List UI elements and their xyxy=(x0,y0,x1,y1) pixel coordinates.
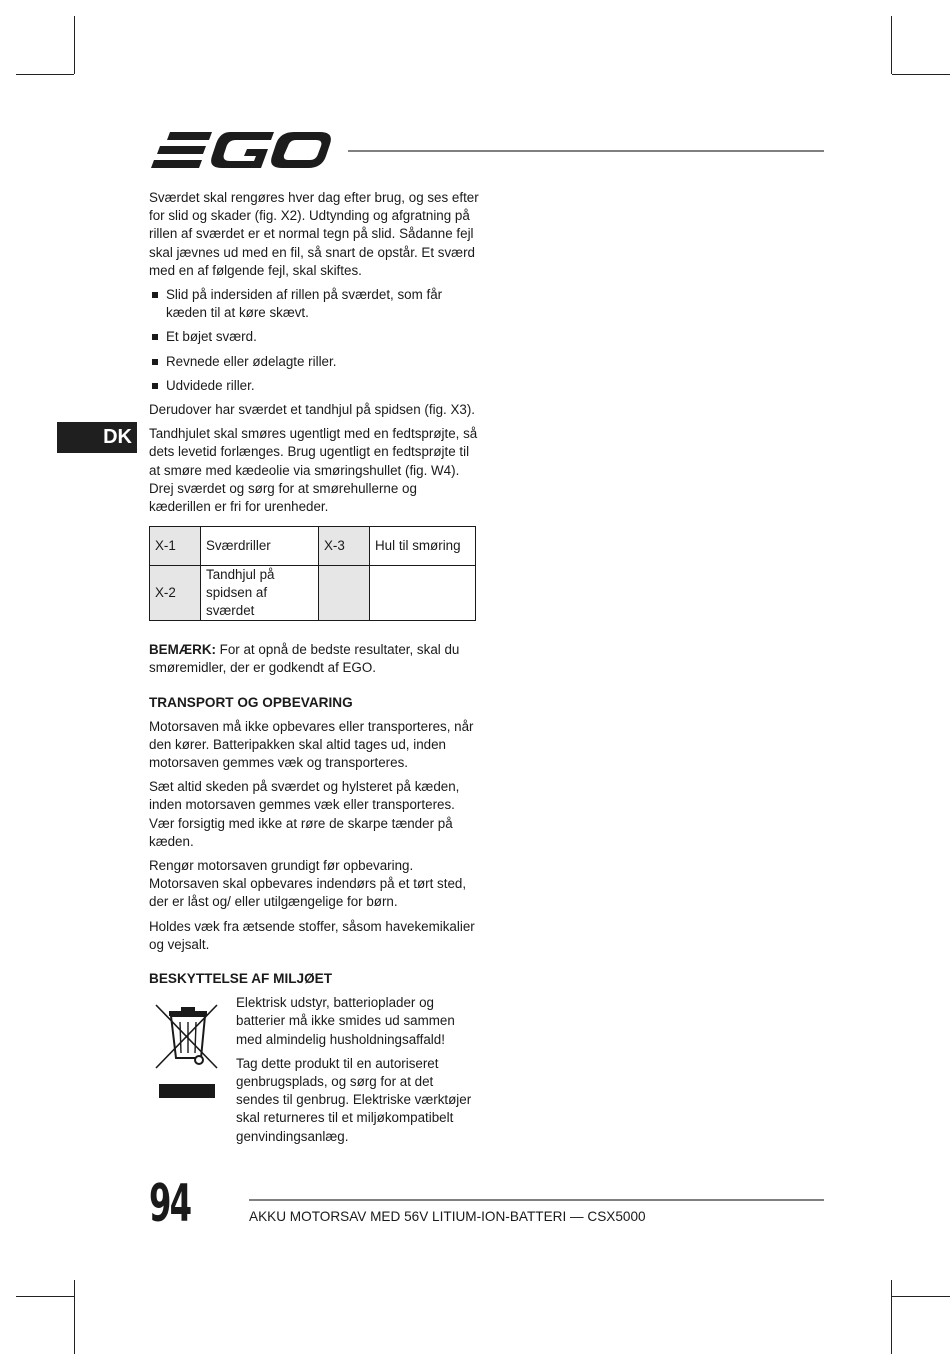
list-item: Revnede eller ødelagte riller. xyxy=(149,353,479,371)
section-heading: TRANSPORT OG OPBEVARING xyxy=(149,694,353,710)
header-rule xyxy=(348,150,824,152)
paragraph: Tandhjulet skal smøres ugentligt med en fedtsprøjte, så dets levetid forlænges. Brug ugentligt en fedtsprøjte til at smøre med kædeolie via smøringshullet (fig. W4). Drej sværdet og sørg for at smørehullerne og kæderillen er fri for urenheder. xyxy=(149,426,478,515)
crop-mark xyxy=(891,1280,892,1354)
crossed-out-wheelie-bin-icon xyxy=(149,994,236,1152)
note-text: For at opnå de bedste resultater, skal du smøremidler, der er godkendt af EGO. xyxy=(149,642,460,676)
table-cell: X-2 xyxy=(150,566,201,621)
paragraph: Elektrisk udstyr, batterioplader og batterier må ikke smides ud sammen med almindelig husholdningsaffald! xyxy=(236,995,455,1047)
paragraph: Derudover har sværdet et tandhjul på spidsen (fig. X3). xyxy=(149,402,476,418)
paragraph: Rengør motorsaven grundigt før opbevaring. Motorsaven skal opbevares indendørs på et tørt sted, der er låst og/ eller utilgængelige for børn. xyxy=(149,858,467,910)
crop-mark xyxy=(74,1280,75,1354)
crop-mark xyxy=(892,1296,950,1297)
list-item: Et bøjet sværd. xyxy=(149,328,479,346)
section-heading: BESKYTTELSE AF MILJØET xyxy=(149,971,333,987)
ego-logo xyxy=(150,130,332,172)
list-item: Udvidede riller. xyxy=(149,377,479,395)
page-number: 94 xyxy=(149,1174,191,1234)
crop-mark xyxy=(16,74,74,75)
table-cell xyxy=(370,566,476,621)
paragraph: Tag dette produkt til en autoriseret genbrugsplads, og sørg for at det sendes til genbrug. Elektriske værktøjer skal returneres til et miljøkompatibelt genvindingsanlæg. xyxy=(236,1055,472,1144)
environment-block xyxy=(149,994,479,1152)
table-row xyxy=(150,566,476,621)
table-cell: Hul til smøring xyxy=(370,527,476,566)
language-tab: DK xyxy=(57,422,137,453)
paragraph: Holdes væk fra ætsende stoffer, såsom havekemikalier og vejsalt. xyxy=(149,918,475,952)
environment-text xyxy=(236,994,479,1152)
table-cell: Tandhjul på spidsen af sværdet xyxy=(201,566,319,621)
paragraph: Sæt altid skeden på sværdet og hylsteret på kæden, inden motorsaven gemmes væk eller transporteres. Vær forsigtig med ikke at røre de skarpe tænder på kæden. xyxy=(149,779,460,849)
table-cell xyxy=(319,566,370,621)
crop-mark xyxy=(891,16,892,74)
table-cell: X-1 xyxy=(150,527,201,566)
main-column xyxy=(149,189,479,1152)
crop-mark xyxy=(74,16,75,74)
list-item: Slid på indersiden af rillen på sværdet, som får kæden til at køre skævt. xyxy=(149,286,479,322)
note-label: BEMÆRK: xyxy=(149,642,216,658)
footer-rule xyxy=(249,1199,824,1201)
note xyxy=(149,641,479,677)
table-cell: X-3 xyxy=(319,527,370,566)
paragraph: Sværdet skal rengøres hver dag efter brug, og ses efter for slid og skader (fig. X2). Udtynding og afgratning på rillen af sværdet er et normal tegn på slid. Sådanne fejl skal jævnes ud med en fil, så snart de opstår. Et sværd med en af følgende fejl, skal skiftes. xyxy=(149,190,479,278)
crop-mark xyxy=(892,74,950,75)
crop-mark xyxy=(16,1296,74,1297)
footer-title: AKKU MOTORSAV MED 56V LITIUM-ION-BATTERI — CSX5000 xyxy=(249,1209,646,1224)
parts-table xyxy=(149,526,476,621)
paragraph: Motorsaven må ikke opbevares eller transporteres, når den kører. Batteripakken skal altid tages ud, inden motorsaven gemmes væk og transporteres. xyxy=(149,718,474,771)
defect-list xyxy=(149,286,479,395)
table-cell: Sværdriller xyxy=(201,527,319,566)
table-row xyxy=(150,527,476,566)
